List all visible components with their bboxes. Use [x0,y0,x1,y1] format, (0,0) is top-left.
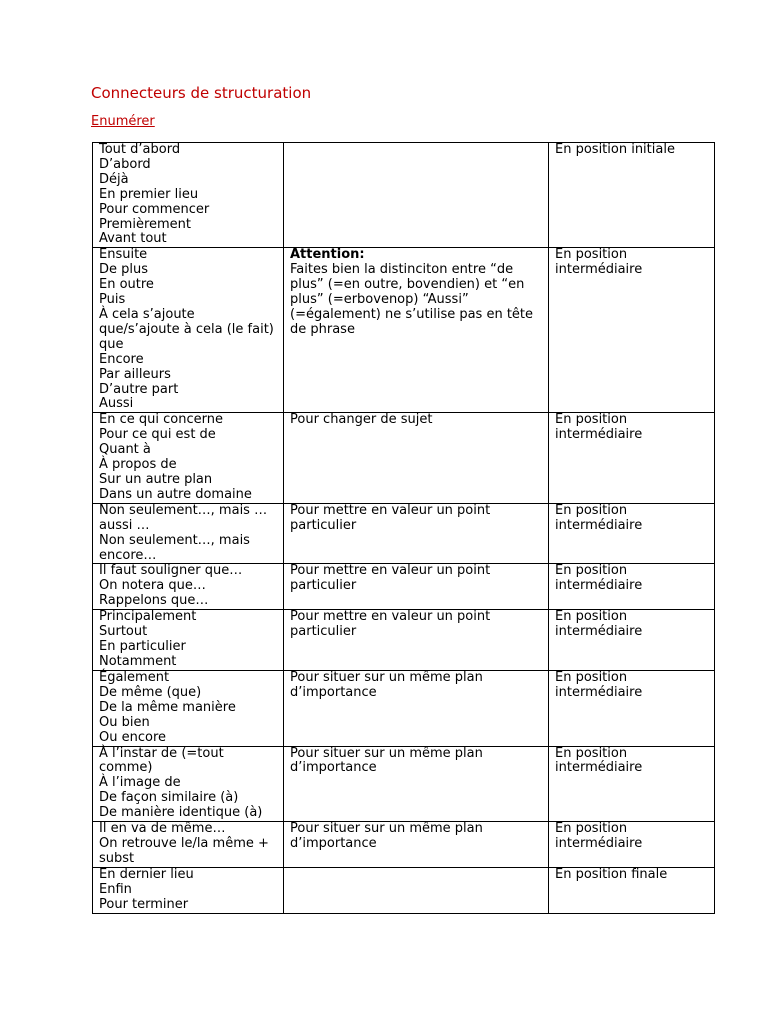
connector-item: Ensuite [99,247,148,263]
connector-item: Tout d’abord [99,142,181,157]
connector-item: Puis [99,292,126,308]
connector-item: En outre [99,277,154,293]
connector-item: À propos de [99,457,177,473]
connector-item: Dans un autre domaine [99,486,252,502]
connectors-cell [93,503,284,564]
usage-note: Pour changer de sujet [290,412,433,428]
position-label: En position intermédiaire [555,563,643,594]
usage-note-cell [284,143,549,248]
position-label: En position intermédiaire [555,609,643,640]
connector-item: Avant tout [99,231,167,247]
connector-item: que/s’ajoute à cela (le fait) que [99,321,274,352]
section-heading-enumerer: Enumérer [91,114,155,129]
connector-item: À cela s’ajoute [99,306,195,322]
usage-note: Pour situer sur un même plan d’importance [290,745,483,776]
connector-item: En dernier lieu [99,867,194,883]
connectors-cell [93,746,284,822]
position-label: En position intermédiaire [555,821,643,851]
connectors-cell [93,671,284,747]
usage-note-cell [284,564,549,610]
connectors-cell [93,564,284,610]
position-cell [549,143,715,248]
connector-item: Quant à [99,442,151,458]
connector-item: Déjà [99,171,129,187]
usage-note-cell [284,746,549,822]
position-label: En position intermédiaire [555,745,643,776]
usage-note-cell [284,610,549,671]
connector-item: De plus [99,262,149,278]
connector-item: Notamment [99,654,177,670]
position-label: En position finale [555,867,668,883]
page-title: Connecteurs de structuration [91,84,312,102]
table-row [93,822,715,868]
position-label: En position initiale [555,142,675,157]
connector-item: De façon similaire (à) [99,790,239,806]
connector-item: En premier lieu [99,186,199,202]
table-row [93,503,715,564]
connectors-cell [93,413,284,503]
connector-item: Il faut souligner que… [99,563,243,579]
connector-item: Il en va de même… [99,821,226,837]
position-cell [549,413,715,503]
usage-note: Pour situer sur un même plan d’importance [290,821,483,851]
connector-item: Par ailleurs [99,366,171,382]
connector-item: D’abord [99,156,151,172]
connector-item: Surtout [99,624,148,640]
connector-item: De même (que) [99,684,202,700]
connector-item: Enfin [99,882,132,897]
note-heading: Attention: [290,247,365,263]
connectors-table [92,142,715,914]
connector-item: Ou bien [99,714,150,730]
connectors-cell [93,248,284,413]
connector-item: Aussi [99,396,134,412]
table-row [93,610,715,671]
connector-item: Rappelons que… [99,593,209,609]
position-cell [549,248,715,413]
position-label: En position intermédiaire [555,412,643,443]
connectors-cell [93,610,284,671]
table-row [93,564,715,610]
usage-note-cell [284,671,549,747]
table-row [93,746,715,822]
connector-item: Premièrement [99,216,191,232]
connector-item: Également [99,670,170,686]
usage-note: Pour mettre en valeur un point particulier [290,609,491,640]
connector-item: Pour terminer [99,896,189,912]
connector-item: De manière identique (à) [99,805,263,821]
usage-note-cell [284,248,549,413]
position-cell [549,822,715,868]
usage-note-cell [284,822,549,868]
connector-item: Non seulement…, mais encore… [99,532,250,563]
connector-item: Non seulement…, mais … aussi … [99,502,268,533]
usage-note-cell [284,868,549,914]
connector-item: D’autre part [99,381,179,397]
connector-item: En particulier [99,639,186,655]
connector-item: De la même manière [99,699,236,715]
usage-note-cell [284,503,549,564]
connector-item: Principalement [99,609,197,625]
connector-item: On notera que… [99,578,206,594]
position-cell [549,746,715,822]
usage-note: Pour mettre en valeur un point particulier [290,563,491,594]
connectors-cell [93,822,284,868]
connector-item: Encore [99,351,144,367]
connectors-cell [93,868,284,914]
connector-item: Pour ce qui est de [99,427,216,443]
connector-item: Sur un autre plan [99,471,213,487]
position-label: En position intermédiaire [555,670,643,700]
connector-item: Pour commencer [99,201,210,217]
usage-note: Faites bien la distinciton entre “de plus” (=en outre, bovendien) et “en plus” (=erbovenop) “Aussi” (=également) ne s’utilise pas en tête de phrase [290,262,534,337]
connector-item: Ou encore [99,729,166,745]
table-row [93,868,715,914]
usage-note: Pour situer sur un même plan d’importance [290,670,483,700]
connector-item: À l’instar de (=tout comme) [99,745,224,776]
position-label: En position intermédiaire [555,502,643,533]
table-row [93,248,715,413]
position-cell [549,503,715,564]
table-row [93,413,715,503]
table-row [93,143,715,248]
table-row [93,671,715,747]
position-cell [549,671,715,747]
connector-item: À l’image de [99,775,181,791]
usage-note: Pour mettre en valeur un point particulier [290,502,491,533]
position-cell [549,868,715,914]
connector-item: On retrouve le/la même + subst [99,836,269,866]
position-cell [549,610,715,671]
connector-item: En ce qui concerne [99,412,223,428]
position-label: En position intermédiaire [555,247,643,278]
usage-note-cell [284,413,549,503]
connectors-cell [93,143,284,248]
position-cell [549,564,715,610]
